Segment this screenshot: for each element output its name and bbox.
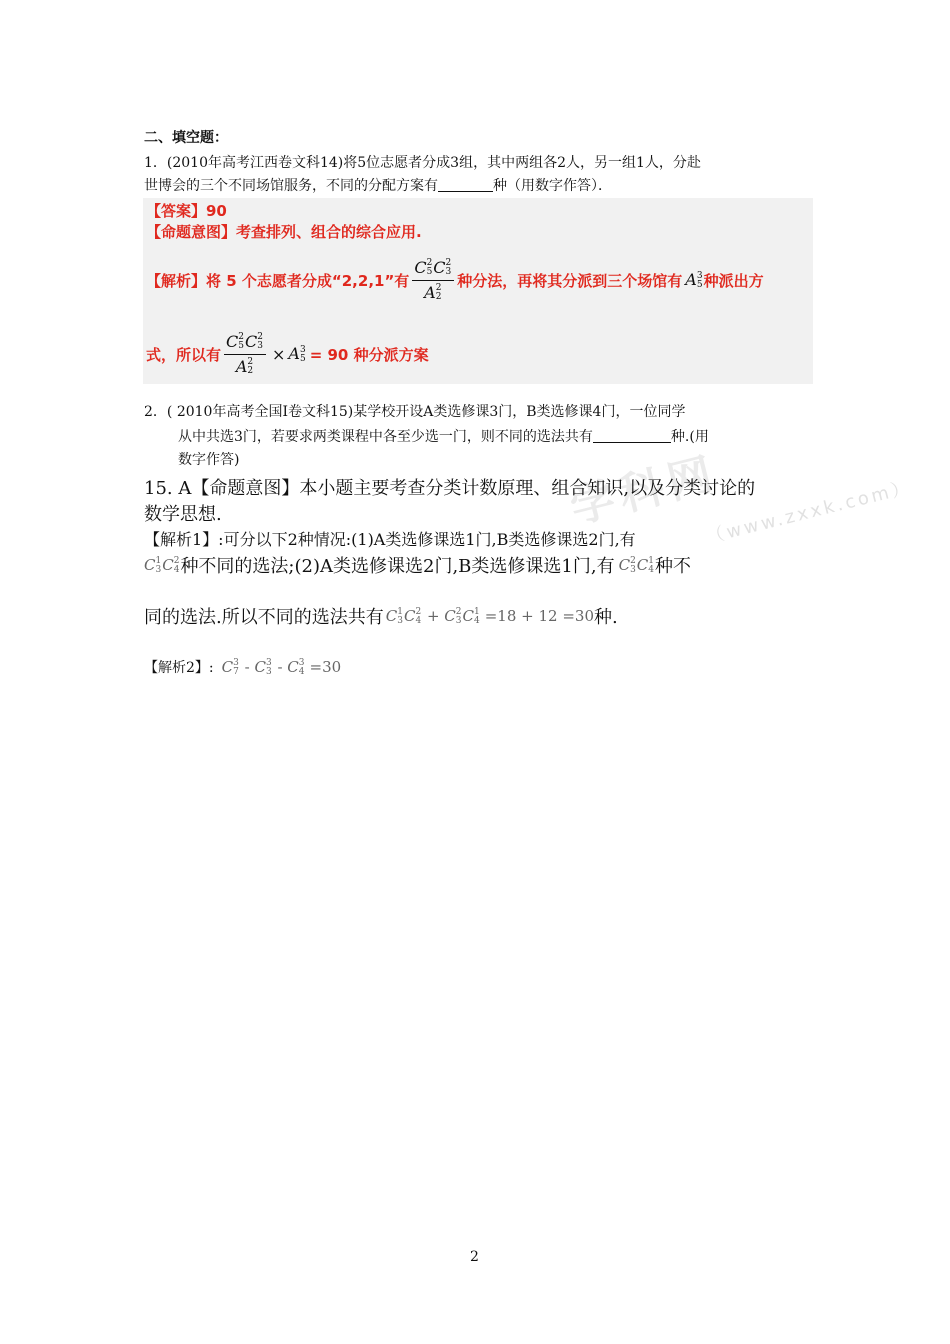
- question-1-line-2: [144, 175, 612, 195]
- analysis-line-2: [146, 326, 429, 382]
- math-a53: A 3 5: [685, 270, 703, 290]
- solution-2-text-4: 种不同的选法;(2)A类选修课选2门,B类选修课选1门,有: [180, 556, 615, 577]
- solution-2-line-5: [144, 603, 618, 629]
- analysis-line-1: [146, 250, 764, 310]
- analysis-text-a: 【解析】将 5 个志愿者分成“2,2,1”有: [146, 271, 410, 290]
- answer-blank-2: [593, 428, 671, 443]
- math-a53-second: A 3 5: [288, 344, 306, 364]
- watermark: 学科网: [565, 447, 724, 534]
- analysis-text-e: = 90 种分派方案: [309, 345, 429, 364]
- solution-2-line-4: [144, 552, 691, 578]
- answer-label: 【答案】90: [146, 202, 227, 220]
- math-sum-result: =18 + 12 =30: [484, 607, 594, 625]
- fraction-c52c32-a22: C 2 5 C 2 3 A 2 2: [412, 256, 454, 305]
- solution-2-text-5-end: 种.: [594, 607, 618, 628]
- question-1-text-end: 种（用数字作答）．: [493, 178, 612, 194]
- fraction-c52c32-a22-second: C 2 5 C 2 3 A 2 2: [224, 330, 266, 379]
- solution-2-text-4-end: 种不: [655, 556, 692, 577]
- math-sum: C 1 3 C 2 4 + C 2 3 C 1 4: [385, 606, 480, 626]
- analysis-text-d: 式，所以有: [146, 345, 222, 364]
- math-complement: C 3 7 - C 3 3 - C 3 4: [221, 657, 305, 677]
- answer-blank: [438, 177, 493, 192]
- question-2-line-1: 2．( 2010年高考全国Ⅰ卷文科15)某学校开设A类选修课3门，B类选修课4门，一位同学: [144, 404, 686, 420]
- solution-2-line-1: 15. A【命题意图】本小题主要考查分类计数原理、组合知识,以及分类讨论的: [144, 478, 756, 499]
- solution-2-line-6: [144, 657, 341, 677]
- math-complement-result: =30: [309, 658, 342, 676]
- question-1-text: 世博会的三个不同场馆服务，不同的分配方案有: [144, 178, 438, 194]
- analysis-text-b: 种分法，再将其分派到三个场馆有: [457, 271, 683, 290]
- question-2-text-end: 种.(用: [670, 429, 709, 445]
- section-heading: 二、填空题：: [144, 130, 228, 146]
- intent-label: 【命题意图】考查排列、组合的综合应用.: [146, 223, 422, 241]
- solution-2-line-2: 数学思想.: [144, 504, 222, 525]
- question-1-line-1: 1．(2010年高考江西卷文科14)将5位志愿者分成3组，其中两组各2人，另一组1人，分赴: [144, 155, 701, 171]
- question-2-line-2: [178, 426, 709, 446]
- watermark-url: （www.zxxk.com）: [703, 476, 915, 549]
- math-c32c41: C 2 3 C 1 4: [618, 555, 655, 575]
- times-sign: ×: [271, 344, 286, 364]
- question-2-text: 从中共选3门，若要求两类课程中各至少选一门，则不同的选法共有: [178, 429, 593, 445]
- analysis-text-c: 种派出方: [703, 271, 764, 290]
- math-c31c42: C 1 3 C 2 4: [144, 555, 180, 575]
- solution-2-text-5: 同的选法.所以不同的选法共有: [144, 607, 384, 628]
- question-2-line-3: 数字作答): [178, 452, 240, 468]
- page-number: 2: [470, 1249, 479, 1265]
- solution-2-analysis-2: 【解析2】:: [144, 660, 214, 676]
- solution-2-analysis-1: 【解析1】:可分以下2种情况:(1)A类选修课选1门,B类选修课选2门,有: [144, 530, 636, 549]
